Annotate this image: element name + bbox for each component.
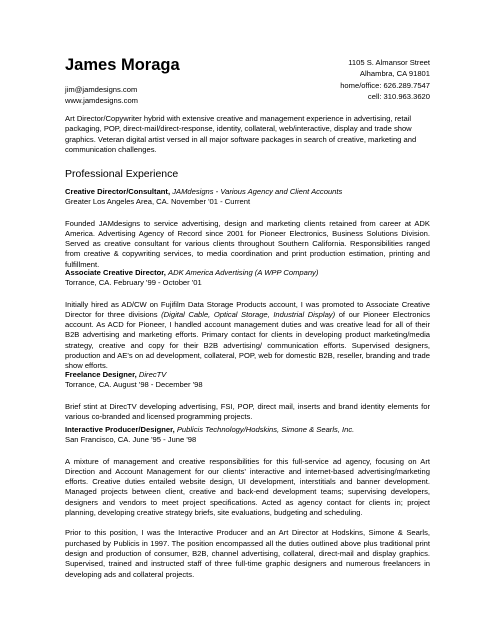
job-heading (65, 425, 430, 435)
job-heading (65, 187, 430, 197)
job-title: Interactive Producer/Designer, (65, 425, 175, 434)
candidate-name: James Moraga (65, 56, 180, 74)
job-location: Torrance, CA. August '98 - December '98 (65, 380, 203, 390)
contact-block (65, 84, 138, 107)
home-phone: home/office: 626.289.7547 (340, 80, 430, 90)
job-description: A mixture of management and creative responsibilities for this full-service ad agency, focusing on Art Direction and Account Management for our clients' interactive and internet-based advertising/marketing efforts. Creative duties entailed website design, UI development, interstitials and banner development. Managed projects between client, creative and back-end development teams; supervising developers, designers and vendors to meet project specifications. Acted as agency contact for clients in; project planning, developing creative strategy briefs, site evaluations, budgeting and scheduling. (65, 456, 430, 518)
job-company: Publicis Technology/Hodskins, Simone & Searls, Inc. (176, 425, 355, 434)
job-heading (65, 370, 430, 380)
job-title: Freelance Designer, (65, 370, 137, 379)
job-title: Creative Director/Consultant, (65, 187, 171, 196)
address-line-1: 1105 S. Almansor Street (348, 58, 430, 67)
job-entry (65, 425, 430, 580)
job-company: JAMdesigns - Various Agency and Client Accounts (172, 187, 343, 196)
section-title-experience: Professional Experience (65, 168, 179, 180)
job-description (65, 300, 430, 372)
job-description: Founded JAMdesigns to service advertising, design and marketing clients retained from career at ADK America. Advertising Agency of Record since 2001 for Pioneer Electronics, Business Solutions Division. Served as creative consultant for various clients throughout Southern California. Responsibilities ranged from creative & copywriting services, to media coordination and print production estimation, printing and fulfillment. (65, 218, 430, 269)
job-entry (65, 187, 430, 270)
job-title: Associate Creative Director, (65, 268, 166, 277)
job-location: Greater Los Angeles Area, CA. November '01 - Current (65, 197, 251, 207)
email-link[interactable]: jim@jamdesigns.com (65, 85, 138, 94)
summary-paragraph: Art Director/Copywriter hybrid with extensive creative and management experience in advertising, retail packaging, POP, direct-mail/direct-response, identity, collateral, web/interactive, display and trade show graphics. Veteran digital artist versed in all major software packages in search of creative, marketing and communication challenges. (65, 114, 417, 154)
address-block (340, 57, 430, 102)
address-line-2: Alhambra, CA 91801 (359, 69, 430, 79)
cell-phone: cell: 310.963.3620 (367, 91, 430, 101)
job-description-continued: Prior to this position, I was the Interactive Producer and an Art Director at Hodskins, Simone & Searls, purchased by Publicis in 1997. The position encompassed all the duties outlined above plus traditional print design and production of consumer, B2B, channel advertising, collateral, direct-mail and display graphics. Supervised, trained and instructed staff of three full-time graphic designers and numerous freelancers in developing ads and collateral projects. (65, 528, 430, 579)
job-company: ADK America Advertising (A WPP Company) (168, 268, 319, 277)
job-heading (65, 268, 430, 278)
job-description-part: Initially hired as AD/CW on Fujifilm Data Storage Products account, I was promoted to Associate Creative Director for three divisions (65, 299, 430, 319)
job-description: Brief stint at DirecTV developing advertising, FSI, POP, direct mail, inserts and brand identity elements for various co-branded and licensed programming projects. (65, 401, 430, 421)
job-company: DirecTV (138, 370, 167, 379)
job-description-divisions: (Digital Cable, Optical Storage, Industrial Display) (161, 309, 336, 319)
job-description-part: of our Pioneer Electronics account. As ACD for Pioneer, I handled account management duties and was creative lead for all of their B2B advertising and marketing efforts. Primary contact for clients in developing product marketing/media strategy, creative and copy for their B2B advertising/ communication efforts. Supervised designers, production and AE's on ad development, collateral, POP, web for domestic B2B, reseller, branding and trade show efforts. (65, 309, 430, 371)
website-link[interactable]: www.jamdesigns.com (65, 96, 139, 106)
job-location: Torrance, CA. February '99 - October '01 (65, 278, 202, 288)
job-entry (65, 370, 430, 422)
job-location: San Francisco, CA. June '95 - June '98 (65, 435, 197, 445)
job-entry (65, 268, 430, 372)
